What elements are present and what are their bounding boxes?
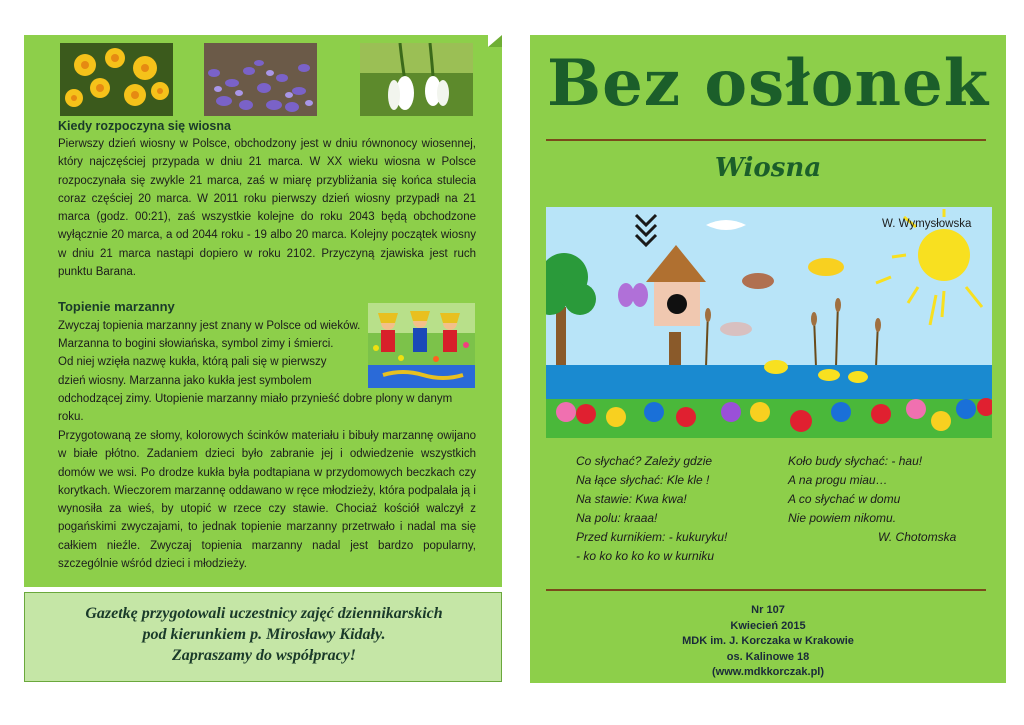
marzanna-line-3: Od niej wzięła nazwę kukła, którą pali się w pierwszy bbox=[58, 356, 327, 368]
poem-line: Na polu: kraaa! bbox=[576, 511, 658, 525]
poem-line: Co słychać? Zależy gdzie bbox=[576, 454, 713, 468]
poem-line: A na progu miau… bbox=[788, 473, 888, 487]
publisher: MDK im. J. Korczaka w Krakowie bbox=[682, 635, 854, 647]
marzanna-body-2: Przygotowaną ze słomy, kolorowych ścinków materiału i bibuły marzannę owijano w białe płótno. Zadaniem dzieci było zabranie jej i odwiedzenie wszystkich domów we wsi. Po drodze kukła była podtapiana w przydomowych beczkach czy korytkach. Wieczorem marzannę oddawano w ręce młodzieży, która podpalała ją i wynosiła za wieś, by utopić w rzece czy stawie. Chociaż kościół walczył z pogańskimi zwyczajami, to jednak topienie marzanny przetrwało i nadal ma się całkiem nieźle. Zwyczaj topienia marzanny nadal jest bardzo popularny, szczególnie wśród dzieci i młodzieży. bbox=[58, 430, 476, 571]
poem-line: - ko ko ko ko ko w kurniku bbox=[576, 549, 715, 563]
issue-date: Kwiecień 2015 bbox=[730, 619, 806, 632]
daffodils-photo bbox=[60, 43, 173, 116]
poem-right-column bbox=[788, 452, 922, 528]
poem-author: W. Chotomska bbox=[878, 530, 957, 544]
section-heading-spring-start: Kiedy rozpoczyna się wiosna bbox=[58, 119, 231, 133]
marzanna-drawing bbox=[368, 303, 475, 388]
publisher-address: os. Kalinowe 18 bbox=[726, 650, 810, 663]
page-fold-corner bbox=[488, 35, 502, 47]
credits-box bbox=[24, 592, 502, 682]
marzanna-line-1: Zwyczaj topienia marzanny jest znany w Polsce od wieków. bbox=[58, 320, 361, 332]
newspaper-title: Bez osłonek bbox=[546, 46, 990, 121]
drawing-credit: W. Wymysłowska bbox=[882, 218, 972, 230]
poem-line: Na łące słychać: Kle kle ! bbox=[576, 473, 710, 487]
issue-number: Nr 107 bbox=[751, 604, 785, 616]
spring-drawing bbox=[546, 207, 992, 438]
issue-theme: Wiosna bbox=[714, 153, 822, 183]
poem-line: Koło budy słychać: - hau! bbox=[788, 454, 923, 468]
crocus-field-photo bbox=[204, 43, 317, 116]
publisher-website: (www.mdkkorczak.pl) bbox=[711, 666, 825, 678]
issue-info bbox=[530, 603, 1006, 681]
credits-text bbox=[25, 603, 503, 666]
marzanna-line-5: odchodzącej zimy. Utopienie marzanny miało przynieść dobre plony w danym roku. bbox=[58, 393, 453, 424]
credits-line-2: pod kierunkiem p. Mirosławy Kidały. bbox=[142, 626, 386, 643]
credits-line-3: Zapraszamy do współpracy! bbox=[172, 647, 356, 664]
poem-line: Nie powiem nikomu. bbox=[788, 511, 897, 525]
section-body-spring-start: Pierwszy dzień wiosny w Polsce, obchodzony jest w dniu równonocy wiosennej, który najczęściej przypada w dniu 21 marca. W XX wieku wiosna w Polsce rozpoczynała się zwykle 21 marca, zaś w miarę przybliżania się końca stulecia coraz częściej 20 marca. W 2011 roku pierwszy dzień wiosny przypadł na 21 marca (godz. 00:21), zaś wszystkie kolejne do roku 2043 będą obchodzone wyłącznie 20 marca, a od 2044 roku - 19 albo 20 marca. Kolejny początek wiosny w dniu 21 marca nastąpi dopiero w roku 2102. Przyczyną zjawiska jest ruch punktu Barana. bbox=[58, 138, 476, 279]
poem-line: A co słychać w domu bbox=[788, 492, 901, 506]
poem-left-column bbox=[576, 452, 727, 566]
poem-line: Przed kurnikiem: - kukuryku! bbox=[576, 530, 728, 544]
poem-line: Na stawie: Kwa kwa! bbox=[576, 492, 687, 506]
title-rule bbox=[546, 139, 986, 141]
marzanna-line-2: Marzanna to bogini słowiańska, symbol zimy i śmierci. bbox=[58, 338, 334, 350]
credits-line-1: Gazetkę przygotowali uczestnicy zajęć dziennikarskich bbox=[85, 605, 443, 622]
marzanna-line-4: dzień wiosny. Marzanna jako kukła jest symbolem bbox=[58, 375, 312, 387]
snowdrop-photo bbox=[360, 43, 473, 116]
footer-rule bbox=[546, 589, 986, 591]
section-heading-marzanna: Topienie marzanny bbox=[58, 299, 175, 314]
